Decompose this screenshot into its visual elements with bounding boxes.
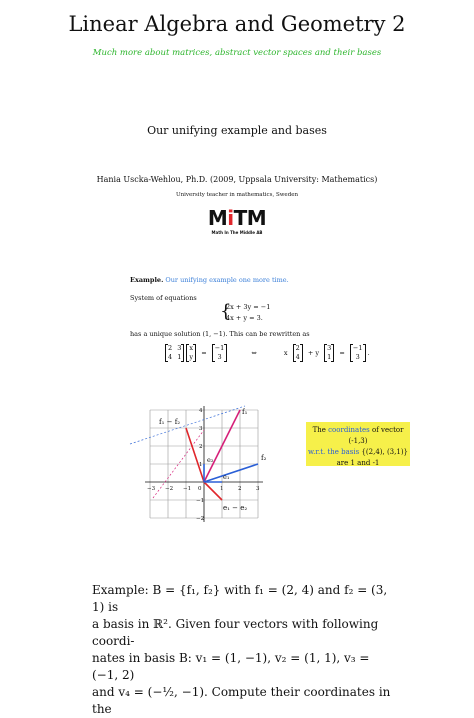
svg-text:2: 2 <box>238 486 242 492</box>
svg-text:−2: −2 <box>165 486 174 492</box>
label-f1: f₁ <box>242 408 248 416</box>
svg-text:−1: −1 <box>183 486 192 492</box>
dashed-line-blue <box>130 406 245 444</box>
equals-sign: = <box>201 349 207 357</box>
section-title: Our unifying example and bases <box>147 124 327 137</box>
vector-rhs: −1 3 <box>212 344 228 362</box>
bottom-example-text <box>92 582 392 718</box>
svg-text:1: 1 <box>220 486 224 492</box>
vector-xy: x y <box>186 344 196 362</box>
label-f2: f₂ <box>261 454 267 462</box>
label-e2: e₂ <box>207 456 214 464</box>
x-coefficient: x <box>283 349 288 357</box>
example-label: Example. <box>130 276 164 284</box>
equation-2: 4x + y = 3. <box>226 314 263 322</box>
vector-f1-minus-f2 <box>186 428 204 482</box>
bottom-line-2: a basis in ℝ². Given four vectors with following coordi- <box>92 617 379 648</box>
svg-text:−2: −2 <box>196 516 205 522</box>
coordinates-callout <box>306 422 410 466</box>
vector-rhs-2: −1 3 <box>350 344 366 362</box>
bottom-line-4: and v₄ = (−½, −1). Compute their coordinates in the <box>92 685 391 716</box>
document-title: Linear Algebra and Geometry 2 <box>68 12 406 36</box>
svg-text:3: 3 <box>256 486 260 492</box>
vector-diagram <box>115 400 280 530</box>
matrix-A: 2 3 4 1 <box>165 344 184 362</box>
iff-symbol: ⇔ <box>251 349 257 357</box>
example-intro: Our unifying example one more time. <box>165 276 289 284</box>
svg-text:−3: −3 <box>147 486 156 492</box>
column-2: 3 1 <box>324 344 334 362</box>
column-1: 2 4 <box>293 344 303 362</box>
label-f1-minus-f2: f₁ − f₂ <box>159 418 181 426</box>
y-coefficient: + y <box>307 349 320 357</box>
period: . <box>367 349 370 357</box>
callout-line-2: w.r.t. the basis {(2,4), (3,1)} <box>308 448 408 456</box>
svg-text:4: 4 <box>199 408 203 414</box>
logo-tagline: Math In The Middle AB <box>211 230 263 235</box>
document-subtitle: Much more about matrices, abstract vector spaces and their bases <box>92 48 382 58</box>
system-label: System of equations <box>130 294 197 302</box>
svg-text:1: 1 <box>199 462 203 468</box>
author-line: Hania Uscka-Wehlou, Ph.D. (2009, Uppsala University: Mathematics) <box>96 175 378 184</box>
callout-line-3: are 1 and -1 <box>336 459 380 467</box>
bottom-line-3: nates in basis B: v₁ = (1, −1), v₂ = (1, 1), v₃ = (−1, 2) <box>92 651 370 682</box>
label-e1: e₁ <box>223 473 230 481</box>
equation-1: 2x + 3y = −1 <box>226 303 271 311</box>
equation-system <box>220 301 271 324</box>
left-brace: { <box>220 301 232 322</box>
matrix-equation <box>165 344 370 362</box>
equals-sign-2: = <box>339 349 345 357</box>
label-e1-minus-e2: e₁ − e₂ <box>223 504 248 512</box>
unique-solution-text: has a unique solution (1, −1). This can be rewritten as <box>130 330 310 338</box>
svg-text:2: 2 <box>199 444 203 450</box>
callout-line-1: The coordinates of vector (-1,3) <box>312 426 404 445</box>
svg-text:−1: −1 <box>196 498 205 504</box>
affiliation-line: University teacher in mathematics, Sweden <box>175 192 299 198</box>
bottom-line-1: Example: B = {f₁, f₂} with f₁ = (2, 4) and f₂ = (3, 1) is <box>92 583 388 614</box>
mitm-logo <box>207 206 267 240</box>
svg-text:0: 0 <box>198 486 202 492</box>
logo-wordmark: MiTM <box>207 206 267 230</box>
svg-text:3: 3 <box>199 426 203 432</box>
example-heading <box>130 276 289 284</box>
